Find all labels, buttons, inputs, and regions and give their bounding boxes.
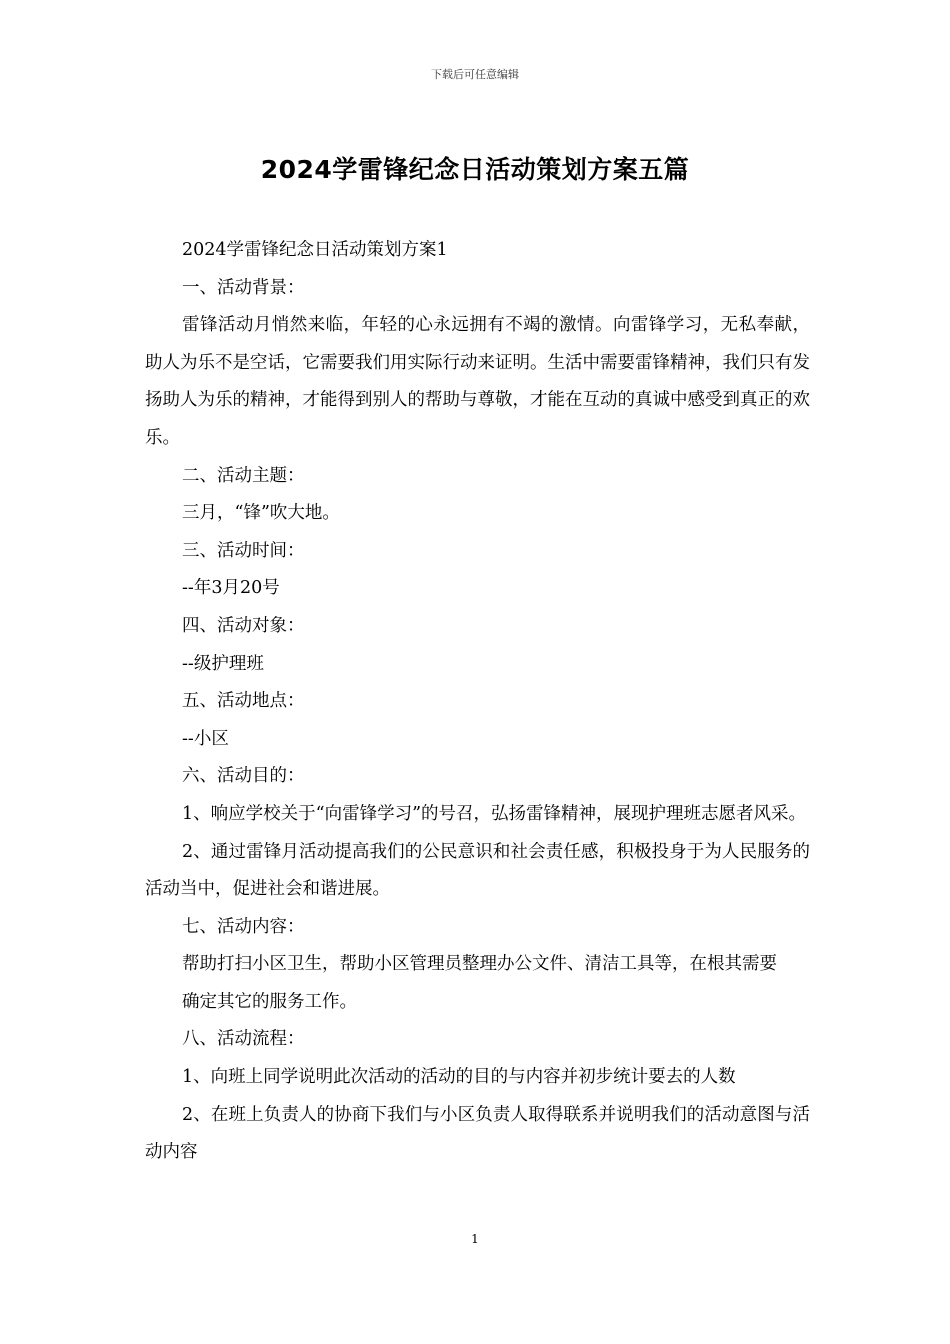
paragraph: 四、活动对象： [182,615,305,636]
paragraph: 八、活动流程： [182,1029,305,1050]
paragraph: 五、活动地点： [182,691,305,712]
paragraph: 一、活动背景： [182,277,305,298]
page-header-note: 下载后可任意编辑 [431,68,519,81]
paragraph: 雷锋活动月悄然来临，年轻的心永远拥有不竭的激情。向雷锋学习，无私奉献，助人为乐不是空话，它需要我们用实际行动来证明。生活中需要雷锋精神，我们只有发扬助人为乐的精神，才能得到别人的帮助与尊敬，才能在互动的真诚中感受到真正的欢乐。 [145,315,810,448]
paragraph: 1、向班上同学说明此次活动的活动的目的与内容并初步统计要去的人数 [182,1067,736,1088]
section-heading: 2024学雷锋纪念日活动策划方案1 [182,240,448,260]
paragraph: 1、响应学校关于“向雷锋学习”的号召，弘扬雷锋精神，展现护理班志愿者风采。 [182,803,807,824]
paragraph: 七、活动内容： [182,916,305,937]
paragraph: 2、在班上负责人的协商下我们与小区负责人取得联系并说明我们的活动意图与活动内容 [145,1104,810,1163]
document-title: 2024学雷锋纪念日活动策划方案五篇 [260,155,690,184]
paragraph: --级护理班 [182,653,264,674]
paragraph: 帮助打扫小区卫生，帮助小区管理员整理办公文件、清洁工具等，在根其需要确定其它的服务工作。 [182,954,777,1012]
page-number: 1 [471,1232,479,1246]
paragraph: 2、通过雷锋月活动提高我们的公民意识和社会责任感，积极投身于为人民服务的活动当中，促进社会和谐进展。 [145,841,810,900]
document-body [145,232,810,1172]
paragraph: --小区 [182,728,229,749]
paragraph: 三月，“锋”吹大地。 [182,503,340,524]
paragraph: --年3月20号 [182,578,280,599]
paragraph: 三、活动时间： [182,540,305,561]
paragraph: 二、活动主题： [182,465,305,486]
paragraph: 六、活动目的： [182,766,305,787]
